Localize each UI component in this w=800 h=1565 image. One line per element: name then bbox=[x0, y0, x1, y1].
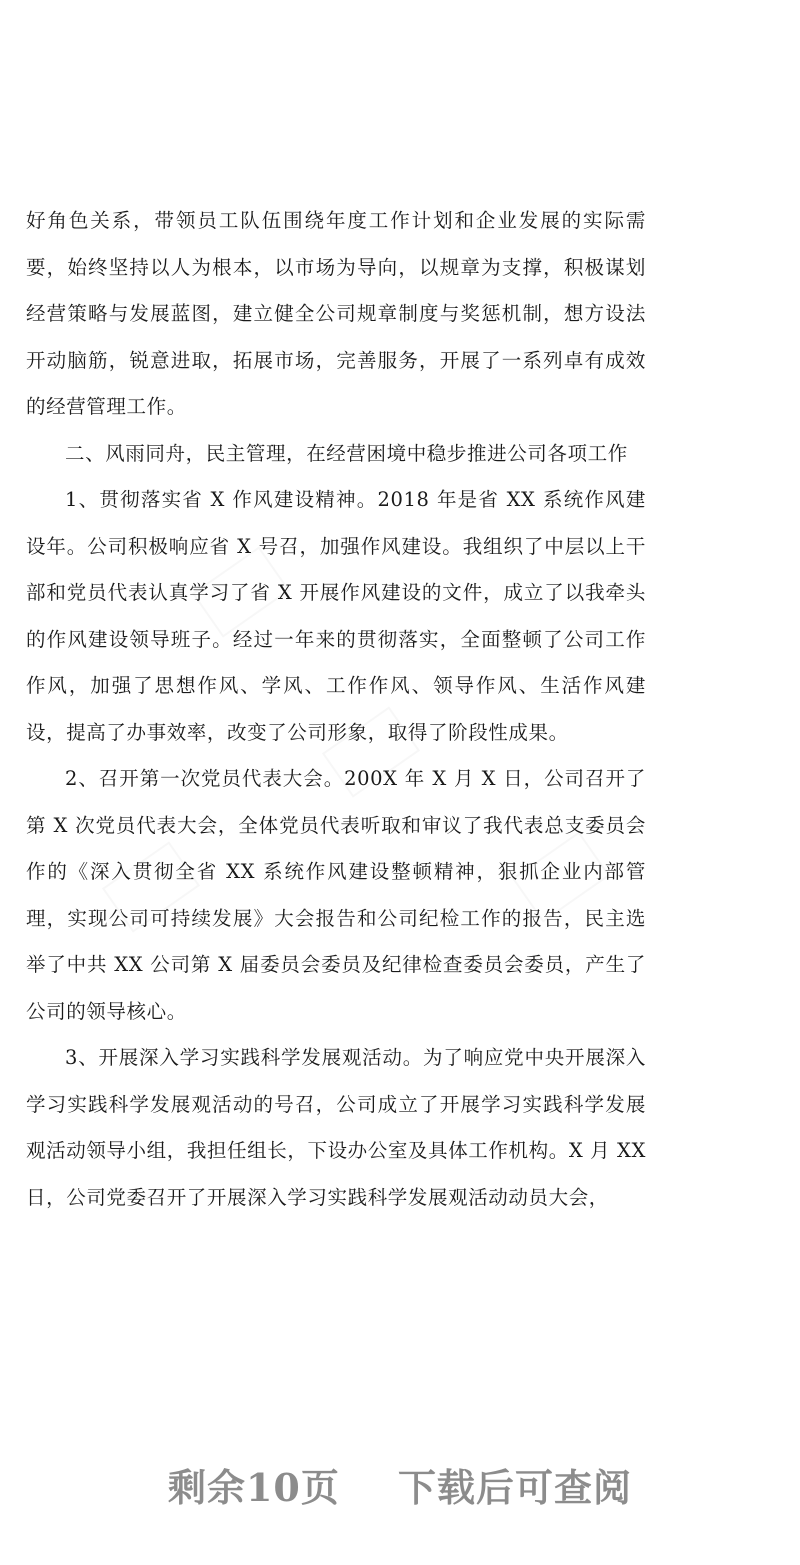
download-footer[interactable] bbox=[0, 1462, 800, 1522]
section-heading-2: 二、风雨同舟，民主管理，在经营困境中稳步推进公司各项工作 bbox=[65, 441, 628, 465]
document-body bbox=[26, 198, 646, 1221]
paragraph-item-2: 2、召开第一次党员代表大会。200X 年 X 月 X 日，公司召开了第 X 次党员代表大会，全体党员代表听取和审议了我代表总支委员会作的《深入贯彻全省 XX 系统作风建设整顿精神，狠抓企业内部管理，实现公司可持续发展》大会报告和公司纪检工作的报告，民主选举了中共 XX 公司第 X 届委员会委员及纪律检查委员会委员，产生了公司的领导核心。 bbox=[26, 767, 646, 1023]
paragraph-item-3: 3、开展深入学习实践科学发展观活动。为了响应党中央开展深入学习实践科学发展观活动的号召，公司成立了开展学习实践科学发展观活动领导小组，我担任组长，下设办公室及具体工作机构。X 月 XX 日，公司党委召开了开展深入学习实践科学发展观活动动员大会， bbox=[26, 1046, 646, 1209]
paragraph-continuation: 好角色关系，带领员工队伍围绕年度工作计划和企业发展的实际需要，始终坚持以人为根本，以市场为导向，以规章为支撑，积极谋划经营策略与发展蓝图，建立健全公司规章制度与奖惩机制，想方设法开动脑筋，锐意进取，拓展市场，完善服务，开展了一系列卓有成效的经营管理工作。 bbox=[26, 209, 646, 418]
remaining-pages-label[interactable]: 剩余10页 bbox=[167, 1465, 340, 1510]
paragraph-item-1: 1、贯彻落实省 X 作风建设精神。2018 年是省 XX 系统作风建设年。公司积极响应省 X 号召，加强作风建设。我组织了中层以上干部和党员代表认真学习了省 X 开展作风建设的文件，成立了以我牵头的作风建设领导班子。经过一年来的贯彻落实，全面整顿了公司工作作风，加强了思想作风、学风、工作作风、领导作风、生活作风建设，提高了办事效率，改变了公司形象，取得了阶段性成果。 bbox=[26, 488, 646, 744]
download-prompt-link[interactable]: 下载后可查阅 bbox=[398, 1465, 633, 1510]
